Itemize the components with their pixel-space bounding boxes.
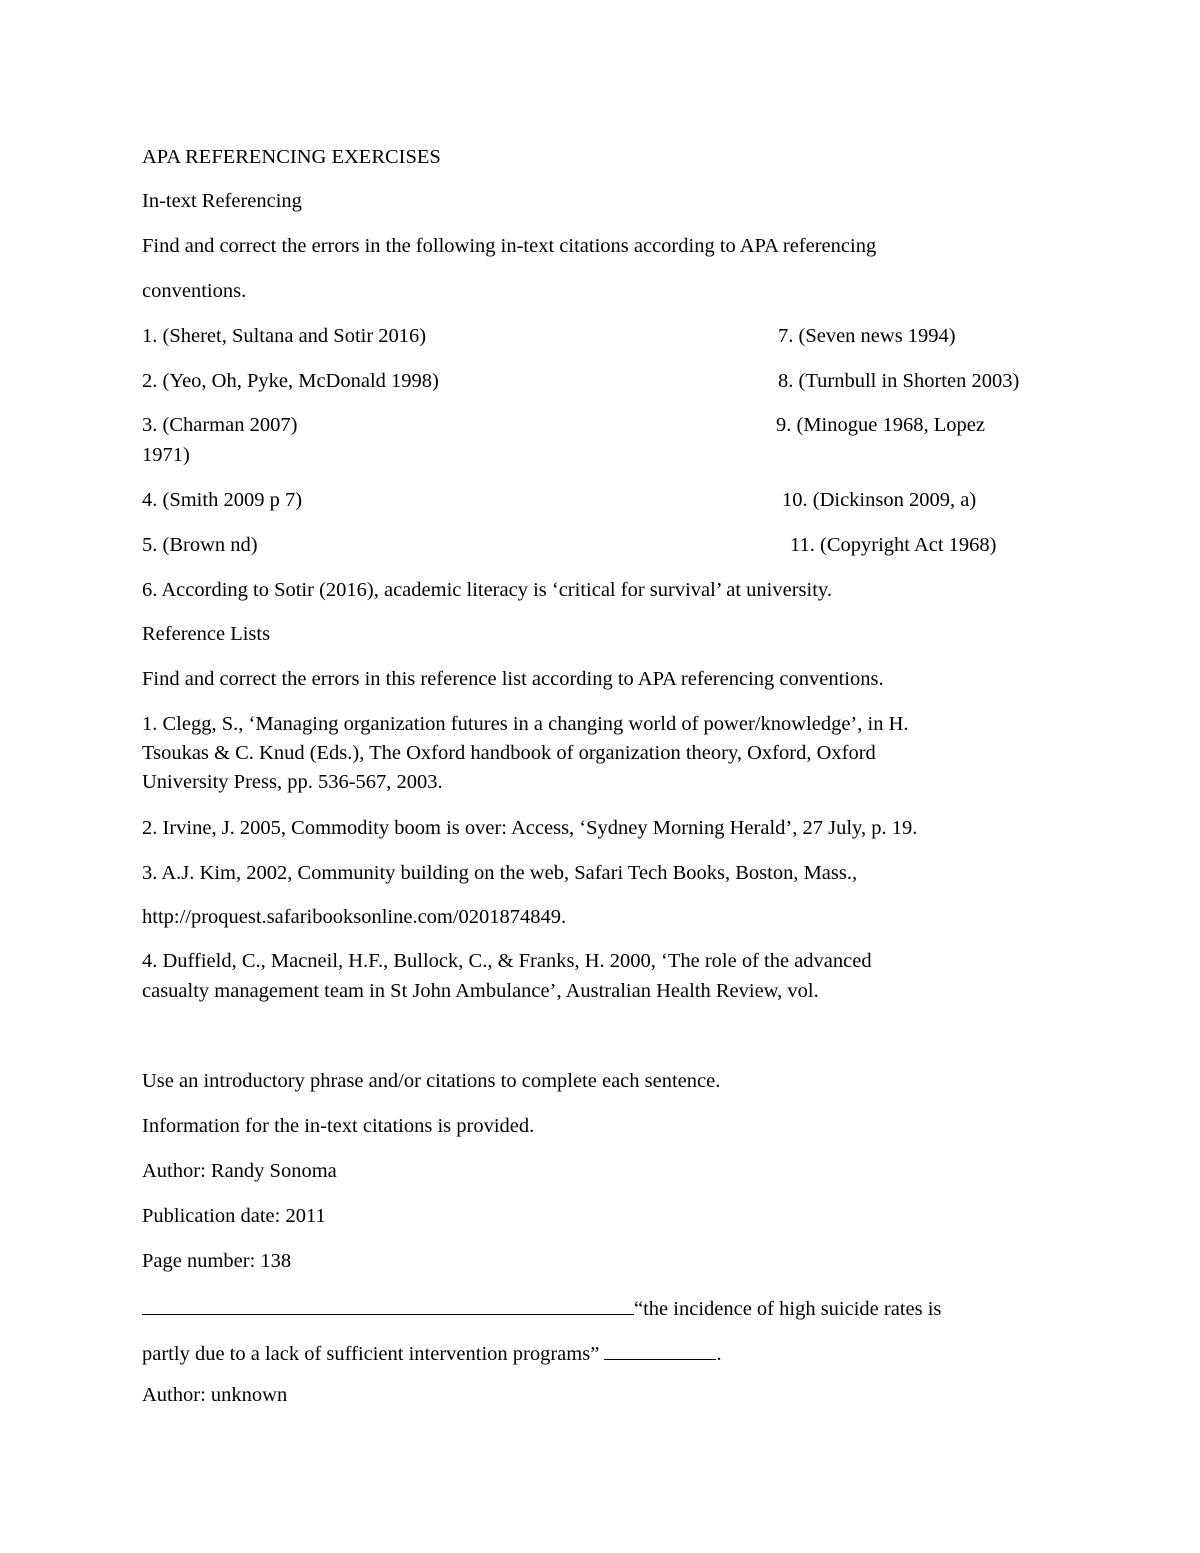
intext-instruction-line-1: Find and correct the errors in the following in-text citations according to APA referencing [142,235,877,257]
author-info: Author: Randy Sonoma [142,1160,337,1182]
citation-item-2: 2. (Yeo, Oh, Pyke, McDonald 1998) [142,370,439,392]
citation-item-4: 4. (Smith 2009 p 7) [142,489,303,511]
citation-item-9-continued: 1971) [142,444,190,466]
quote-line-2 [142,1337,722,1367]
reflist-heading: Reference Lists [142,623,271,645]
reference-4-line-2: casualty management team in St John Ambulance’, Australian Health Review, vol. [142,980,819,1002]
reference-1-line-2: Tsoukas & C. Knud (Eds.), The Oxford handbook of organization theory, Oxford, Oxford [142,742,876,764]
quote-end-period: . [716,1343,722,1365]
quote-text-2: partly due to a lack of sufficient intervention programs” [142,1343,600,1365]
author-unknown-info: Author: unknown [142,1384,288,1406]
answer-blank-citation[interactable] [604,1337,716,1360]
reflist-instruction: Find and correct the errors in this reference list according to APA referencing conventions. [142,668,884,690]
quote-line-1 [142,1292,941,1322]
citation-item-6: 6. According to Sotir (2016), academic literacy is ‘critical for survival’ at university. [142,579,832,601]
citation-item-5: 5. (Brown nd) [142,534,258,556]
reference-3-line-1: 3. A.J. Kim, 2002, Community building on the web, Safari Tech Books, Boston, Mass., [142,862,858,884]
reference-1-line-3: University Press, pp. 536-567, 2003. [142,771,443,793]
citation-item-8: 8. (Turnbull in Shorten 2003) [778,370,1020,392]
intext-heading: In-text Referencing [142,190,302,212]
citation-item-3: 3. (Charman 2007) [142,414,298,436]
page-title: APA REFERENCING EXERCISES [142,146,441,168]
reference-1-line-1: 1. Clegg, S., ‘Managing organization futures in a changing world of power/knowledge’, in H. [142,713,909,735]
publication-date-info: Publication date: 2011 [142,1205,326,1227]
citation-item-7: 7. (Seven news 1994) [778,325,956,347]
intext-instruction-line-2: conventions. [142,280,247,302]
reference-3-url: http://proquest.safaribooksonline.com/0201874849. [142,906,567,928]
quote-text-1: “the incidence of high suicide rates is [634,1298,942,1320]
sentences-instruction-2: Information for the in-text citations is provided. [142,1115,535,1137]
page-number-info: Page number: 138 [142,1250,292,1272]
sentences-instruction-1: Use an introductory phrase and/or citations to complete each sentence. [142,1070,721,1092]
citation-item-11: 11. (Copyright Act 1968) [790,534,997,556]
citation-item-9: 9. (Minogue 1968, Lopez [776,414,985,436]
citation-item-1: 1. (Sheret, Sultana and Sotir 2016) [142,325,427,347]
answer-blank-intro[interactable] [142,1292,634,1315]
citation-item-10: 10. (Dickinson 2009, a) [782,489,977,511]
reference-2: 2. Irvine, J. 2005, Commodity boom is over: Access, ‘Sydney Morning Herald’, 27 July, p. 19. [142,817,918,839]
reference-4-line-1: 4. Duffield, C., Macneil, H.F., Bullock, C., & Franks, H. 2000, ‘The role of the advanced [142,950,872,972]
